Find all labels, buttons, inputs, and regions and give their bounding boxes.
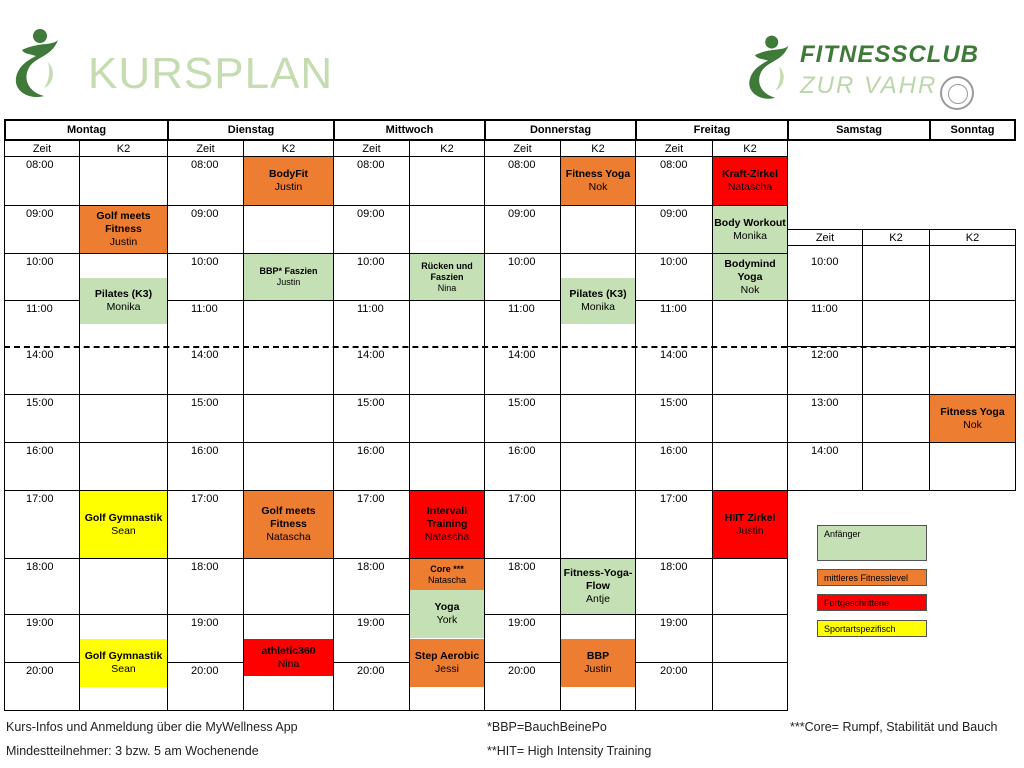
course-golf-gymnastik[interactable]	[80, 639, 167, 687]
course-pilates[interactable]	[561, 278, 635, 324]
course-trainer: Sean	[111, 663, 136, 675]
col-header-k2: K2	[743, 143, 757, 155]
col-header-zeit: Zeit	[362, 143, 381, 155]
course-bodyfit[interactable]	[244, 157, 333, 205]
course-fitness-yoga-flow[interactable]	[561, 559, 635, 614]
time-label: 12:00	[811, 349, 839, 361]
course-trainer: Monika	[106, 301, 141, 313]
course-trainer: Natascha	[266, 531, 311, 543]
col-header-k2: K2	[116, 143, 131, 155]
time-label: 14:00	[811, 445, 839, 457]
course-name: Pilates (K3)	[569, 288, 627, 300]
time-label: 15:00	[357, 397, 385, 409]
time-label: 17:00	[191, 493, 219, 505]
time-label: 16:00	[508, 445, 536, 457]
time-label: 10:00	[811, 256, 839, 268]
course-trainer: Natascha	[427, 574, 467, 585]
course-trainer: Natascha	[727, 181, 773, 193]
club-seal-icon	[940, 76, 974, 110]
course-trainer: Nok	[588, 181, 608, 193]
time-label: 15:00	[191, 397, 219, 409]
course-name: athletic360	[261, 644, 316, 657]
time-label: 20:00	[191, 665, 219, 677]
time-label: 17:00	[660, 493, 688, 505]
day-sunday: Sonntag	[950, 124, 995, 136]
course-name: Fitness-Yoga-Flow	[563, 567, 633, 592]
course-name: Fitness Yoga	[940, 405, 1005, 418]
course-name: Body Workout	[714, 216, 786, 229]
time-label: 14:00	[26, 349, 54, 361]
time-label: 10:00	[191, 256, 219, 268]
day-wednesday: Mittwoch	[385, 124, 434, 136]
time-label: 20:00	[357, 665, 385, 677]
time-label: 15:00	[508, 397, 536, 409]
time-label: 17:00	[357, 493, 385, 505]
course-trainer: Sean	[111, 524, 136, 537]
course-hiit-zirkel[interactable]	[713, 491, 787, 558]
course-trainer: Justin	[276, 277, 301, 287]
col-header-k2: K2	[591, 143, 605, 155]
time-label: 11:00	[508, 303, 535, 315]
course-body-workout[interactable]	[713, 206, 787, 253]
col-header-k2: K2	[965, 232, 980, 244]
time-label: 14:00	[357, 349, 385, 361]
time-label: 19:00	[26, 617, 54, 629]
time-label: 16:00	[357, 445, 385, 457]
course-intervall-training[interactable]	[410, 491, 484, 558]
time-label: 08:00	[191, 159, 219, 171]
time-label: 11:00	[26, 303, 53, 315]
time-label: 14:00	[660, 349, 688, 361]
course-name: Pilates (K3)	[94, 288, 153, 300]
course-name: Rücken und Faszien	[421, 260, 473, 282]
time-label: 18:00	[26, 561, 54, 573]
time-label: 09:00	[357, 208, 385, 220]
time-label: 10:00	[26, 256, 54, 268]
course-golf-gymnastik[interactable]	[80, 491, 167, 558]
page-title: KURSPLAN	[88, 49, 334, 98]
time-label: 20:00	[508, 665, 536, 677]
footer-bbp-note: *BBP=BauchBeinePo	[487, 720, 607, 734]
time-label: 20:00	[660, 665, 688, 677]
course-name: BBP* Faszien	[259, 266, 318, 276]
time-label: 11:00	[660, 303, 687, 315]
time-label: 13:00	[811, 397, 839, 409]
time-label: 10:00	[660, 256, 688, 268]
col-header-zeit: Zeit	[513, 143, 532, 155]
course-name: Golf meets Fitness	[261, 505, 316, 530]
time-label: 18:00	[357, 561, 385, 573]
course-kraft-zirkel[interactable]	[713, 157, 787, 205]
footer-hit-note: **HIT= High Intensity Training	[487, 744, 652, 758]
club-name-line2: ZUR VAHR	[800, 72, 938, 99]
legend-sport-specific: Sportartspezifisch	[817, 620, 927, 637]
course-trainer: Justin	[109, 236, 138, 248]
time-label: 16:00	[26, 445, 54, 457]
course-name: Golf meets Fitness	[96, 210, 151, 235]
legend-advanced: Fortgeschrittene	[817, 594, 927, 611]
time-label: 10:00	[508, 256, 536, 268]
time-label: 17:00	[26, 493, 54, 505]
course-trainer: Nina	[277, 657, 300, 670]
course-fitness-yoga[interactable]	[930, 395, 1015, 442]
course-pilates[interactable]	[80, 278, 167, 324]
time-label: 15:00	[26, 397, 54, 409]
course-name: BodyFit	[268, 168, 309, 180]
footer-min-participants: Mindestteilnehmer: 3 bzw. 5 am Wochenende	[6, 744, 259, 758]
time-label: 08:00	[660, 159, 688, 171]
day-monday: Montag	[66, 124, 107, 136]
course-athletic360[interactable]	[244, 639, 333, 676]
course-name: Step Aerobic	[414, 650, 480, 662]
course-trainer: Justin	[274, 181, 303, 193]
footer-core-note: ***Core= Rumpf, Stabilität und Bauch	[790, 720, 998, 734]
time-label: 09:00	[26, 208, 54, 220]
time-label: 20:00	[26, 665, 54, 677]
time-label: 19:00	[357, 617, 385, 629]
course-bbp[interactable]	[561, 639, 635, 687]
course-core[interactable]	[410, 559, 484, 590]
club-logo-icon	[742, 32, 794, 106]
course-name: Bodymind Yoga	[724, 257, 776, 283]
time-label: 19:00	[508, 617, 536, 629]
course-golf-meets-fitness[interactable]	[80, 206, 167, 253]
day-tuesday: Dienstag	[227, 124, 275, 136]
legend-intermediate: mittleres Fitnesslevel	[817, 569, 927, 586]
course-trainer: York	[436, 614, 458, 626]
day-thursday: Donnerstag	[529, 124, 592, 136]
course-name: Intervall Training	[426, 505, 468, 530]
course-trainer: Justin	[736, 524, 764, 537]
legend-beginner: Anfänger	[817, 525, 927, 561]
course-trainer: Monika	[581, 301, 615, 313]
club-name-line1: FITNESSCLUB	[800, 41, 979, 68]
course-bbp-faszien[interactable]	[244, 254, 333, 300]
time-label: 09:00	[508, 208, 536, 220]
course-step-aerobic[interactable]	[410, 639, 484, 687]
course-name: Golf Gymnastik	[84, 650, 163, 662]
course-golf-meets-fitness[interactable]	[244, 491, 333, 558]
time-label: 08:00	[26, 159, 54, 171]
time-label: 09:00	[660, 208, 688, 220]
course-trainer: Nina	[437, 282, 457, 293]
course-trainer: Jessi	[435, 663, 459, 675]
time-label: 10:00	[357, 256, 385, 268]
time-label: 18:00	[660, 561, 688, 573]
time-label: 09:00	[191, 208, 219, 220]
time-label: 19:00	[191, 617, 219, 629]
time-label: 16:00	[660, 445, 688, 457]
course-trainer: Nok	[963, 418, 982, 431]
time-label: 11:00	[811, 303, 838, 315]
time-label: 18:00	[191, 561, 219, 573]
course-name: Kraft-Zirkel	[721, 168, 778, 180]
time-label: 16:00	[191, 445, 219, 457]
col-header-zeit: Zeit	[196, 143, 215, 155]
col-header-zeit: Zeit	[815, 232, 835, 244]
day-friday: Freitag	[693, 124, 731, 136]
course-name: BBP	[586, 650, 610, 662]
course-fitness-yoga[interactable]	[561, 157, 635, 205]
time-label: 17:00	[508, 493, 536, 505]
time-label: 15:00	[660, 397, 688, 409]
club-logo-figure-icon	[8, 26, 64, 104]
course-trainer: Nok	[740, 283, 760, 296]
time-label: 08:00	[357, 159, 385, 171]
time-label: 11:00	[191, 303, 218, 315]
course-ruecken-faszien[interactable]	[410, 254, 484, 300]
time-label: 11:00	[357, 303, 384, 315]
course-name: HIIT Zirkel	[724, 511, 776, 524]
course-bodymind-yoga[interactable]	[713, 254, 787, 300]
course-name: Core ***	[430, 563, 464, 574]
course-name: Golf Gymnastik	[84, 511, 163, 524]
course-trainer: Justin	[584, 663, 612, 675]
col-header-k2: K2	[440, 143, 454, 155]
day-saturday: Samstag	[836, 124, 882, 136]
course-name: Fitness Yoga	[565, 168, 631, 180]
time-label: 18:00	[508, 561, 536, 573]
col-header-k2: K2	[889, 232, 903, 244]
course-trainer: Antje	[586, 593, 610, 605]
course-trainer: Monika	[733, 229, 767, 242]
course-yoga[interactable]	[410, 590, 484, 638]
time-label: 08:00	[508, 159, 536, 171]
time-label: 19:00	[660, 617, 688, 629]
col-header-zeit: Zeit	[32, 143, 52, 155]
col-header-zeit: Zeit	[664, 143, 684, 155]
col-header-k2: K2	[281, 143, 296, 155]
footer-info: Kurs-Infos und Anmeldung über die MyWellness App	[6, 720, 298, 734]
course-name: Yoga	[434, 601, 460, 613]
time-label: 14:00	[508, 349, 536, 361]
time-label: 14:00	[191, 349, 219, 361]
course-trainer: Natascha	[424, 531, 470, 543]
